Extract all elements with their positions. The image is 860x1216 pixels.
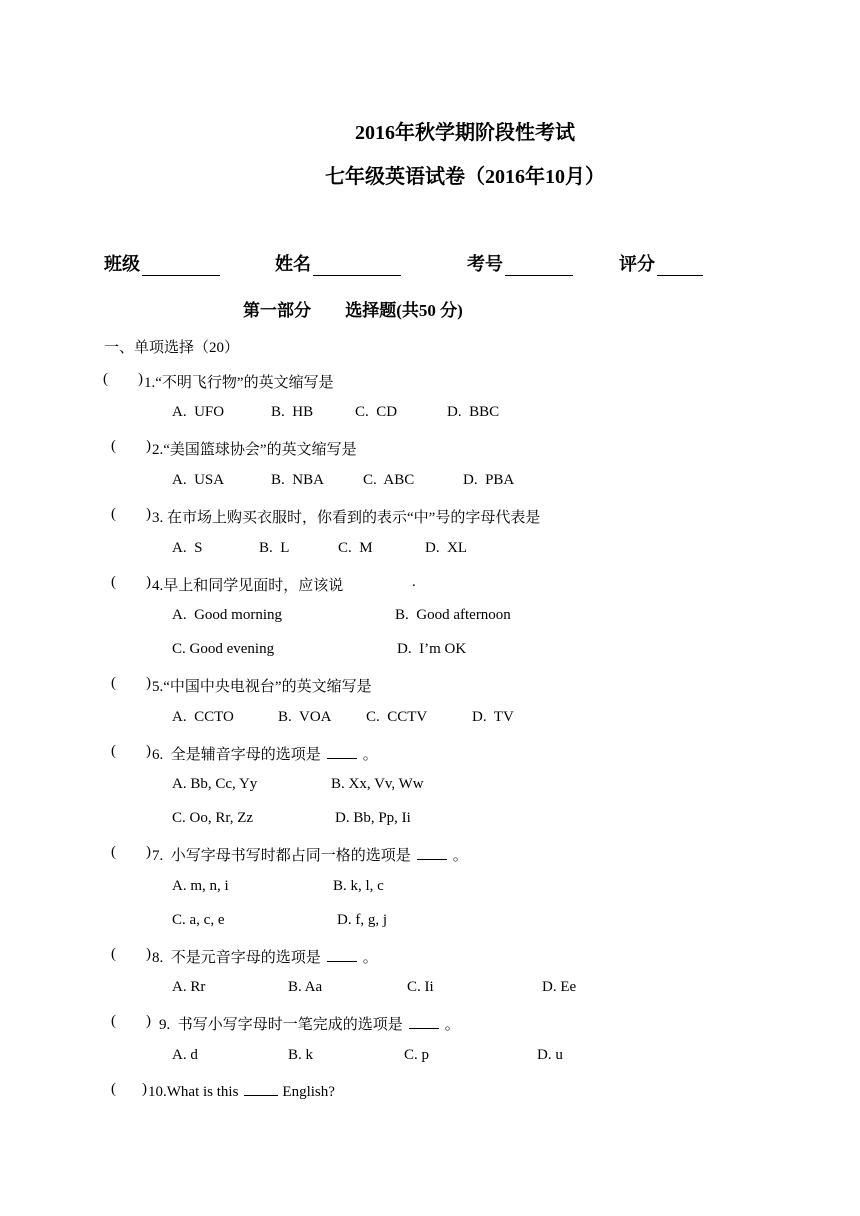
answer-paren-close: ): [146, 438, 151, 454]
answer-paren-close: ): [146, 844, 151, 860]
question-tail: 。: [444, 1017, 460, 1033]
option: D. TV: [472, 709, 514, 725]
answer-paren-close: ): [142, 1081, 147, 1097]
answer-paren-open: (: [103, 371, 108, 387]
exam-subtitle: 七年级英语试卷（2016年10月）: [325, 166, 605, 188]
answer-blank: [244, 1081, 278, 1096]
class-blank[interactable]: [142, 257, 220, 276]
score-blank[interactable]: [657, 257, 703, 276]
answer-paren-open: (: [111, 743, 116, 759]
option: C. CCTV: [366, 709, 428, 725]
answer-blank: [417, 845, 447, 860]
answer-paren-open: (: [111, 506, 116, 522]
answer-paren-close: ): [146, 506, 151, 522]
question-stem-text: 6. 全是辅音字母的选项是: [152, 747, 321, 763]
answer-blank: [327, 744, 357, 759]
question-stem-text: 9. 书写小写字母时一笔完成的选项是: [159, 1017, 403, 1033]
question-tail: English?: [282, 1084, 335, 1100]
class-field: [104, 250, 220, 276]
option: C. M: [338, 540, 373, 556]
option: B. NBA: [271, 472, 324, 488]
answer-paren-open: (: [111, 675, 116, 691]
option: C. Oo, Rr, Zz: [172, 810, 254, 826]
answer-paren-close: ): [146, 946, 151, 962]
number-field: [467, 250, 573, 276]
question-tail: 。: [452, 848, 468, 864]
question-stem: 2.“美国篮球协会”的英文缩写是: [152, 442, 357, 458]
question-stem-text: 7. 小写字母书写时都占同一格的选项是: [152, 848, 411, 864]
part-heading: [243, 296, 463, 321]
option: D. I’m OK: [397, 641, 467, 657]
question-stem-text: 10.What is this: [148, 1084, 239, 1100]
option: B. Good afternoon: [395, 607, 511, 623]
option: B. Xx, Vv, Ww: [331, 776, 424, 792]
score-field: [619, 250, 703, 276]
option: B. L: [259, 540, 290, 556]
answer-paren-close: ): [146, 743, 151, 759]
option: D. PBA: [463, 472, 515, 488]
option: C. CD: [355, 404, 398, 420]
number-blank[interactable]: [505, 257, 573, 276]
question-tail: 。: [362, 950, 378, 966]
name-label: 姓名: [275, 254, 311, 274]
option: B. HB: [271, 404, 314, 420]
answer-paren-close: ): [146, 574, 151, 590]
option: C. Ii: [407, 979, 434, 995]
question-tail: 。: [362, 747, 378, 763]
question-tail: .: [412, 574, 416, 590]
option: A. Bb, Cc, Yy: [172, 776, 258, 792]
question-stem: [159, 1013, 460, 1034]
answer-paren-close: ): [138, 371, 143, 387]
option: B. k: [288, 1047, 314, 1063]
answer-blank: [409, 1014, 439, 1029]
answer-paren-close: ): [146, 1013, 151, 1029]
option: A. m, n, i: [172, 878, 229, 894]
option: C. p: [404, 1047, 430, 1063]
class-label: 班级: [104, 254, 140, 274]
question-stem: 4.早上和同学见面时，应该说: [152, 578, 344, 594]
option: B. k, l, c: [333, 878, 384, 894]
question-stem: [152, 946, 378, 967]
part-title: 选择题(共50 分): [345, 301, 463, 320]
name-field: [275, 250, 401, 276]
section-heading: 一、单项选择（20）: [104, 340, 240, 356]
option: D. BBC: [447, 404, 500, 420]
option: C. a, c, e: [172, 912, 225, 928]
answer-paren-open: (: [111, 1081, 116, 1097]
option: D. Ee: [542, 979, 577, 995]
number-label: 考号: [467, 254, 503, 274]
option: A. d: [172, 1047, 198, 1063]
answer-paren-open: (: [111, 946, 116, 962]
answer-paren-open: (: [111, 1013, 116, 1029]
name-blank[interactable]: [313, 257, 401, 276]
question-stem: 5.“中国中央电视台”的英文缩写是: [152, 679, 372, 695]
question-stem: 1.“不明飞行物”的英文缩写是: [144, 375, 334, 391]
answer-paren-close: ): [146, 675, 151, 691]
answer-paren-open: (: [111, 574, 116, 590]
question-stem: [148, 1081, 335, 1101]
question-stem: [152, 844, 468, 865]
option: A. CCTO: [172, 709, 234, 725]
option: B. Aa: [288, 979, 323, 995]
question-stem-text: 8. 不是元音字母的选项是: [152, 950, 321, 966]
question-stem: [152, 743, 378, 764]
option: B. VOA: [278, 709, 332, 725]
option: A. UFO: [172, 404, 225, 420]
option: D. u: [537, 1047, 563, 1063]
option: A. S: [172, 540, 203, 556]
part-name: 第一部分: [243, 301, 311, 320]
option: D. XL: [425, 540, 468, 556]
option: C. ABC: [363, 472, 415, 488]
option: D. Bb, Pp, Ii: [335, 810, 411, 826]
option: C. Good evening: [172, 641, 275, 657]
answer-paren-open: (: [111, 438, 116, 454]
score-label: 评分: [619, 254, 655, 274]
exam-title: 2016年秋学期阶段性考试: [355, 122, 575, 144]
option: A. Rr: [172, 979, 206, 995]
answer-paren-open: (: [111, 844, 116, 860]
option: D. f, g, j: [337, 912, 387, 928]
answer-blank: [327, 947, 357, 962]
question-stem: 3. 在市场上购买衣服时，你看到的表示“中”号的字母代表是: [152, 510, 541, 526]
option: A. Good morning: [172, 607, 282, 623]
option: A. USA: [172, 472, 225, 488]
